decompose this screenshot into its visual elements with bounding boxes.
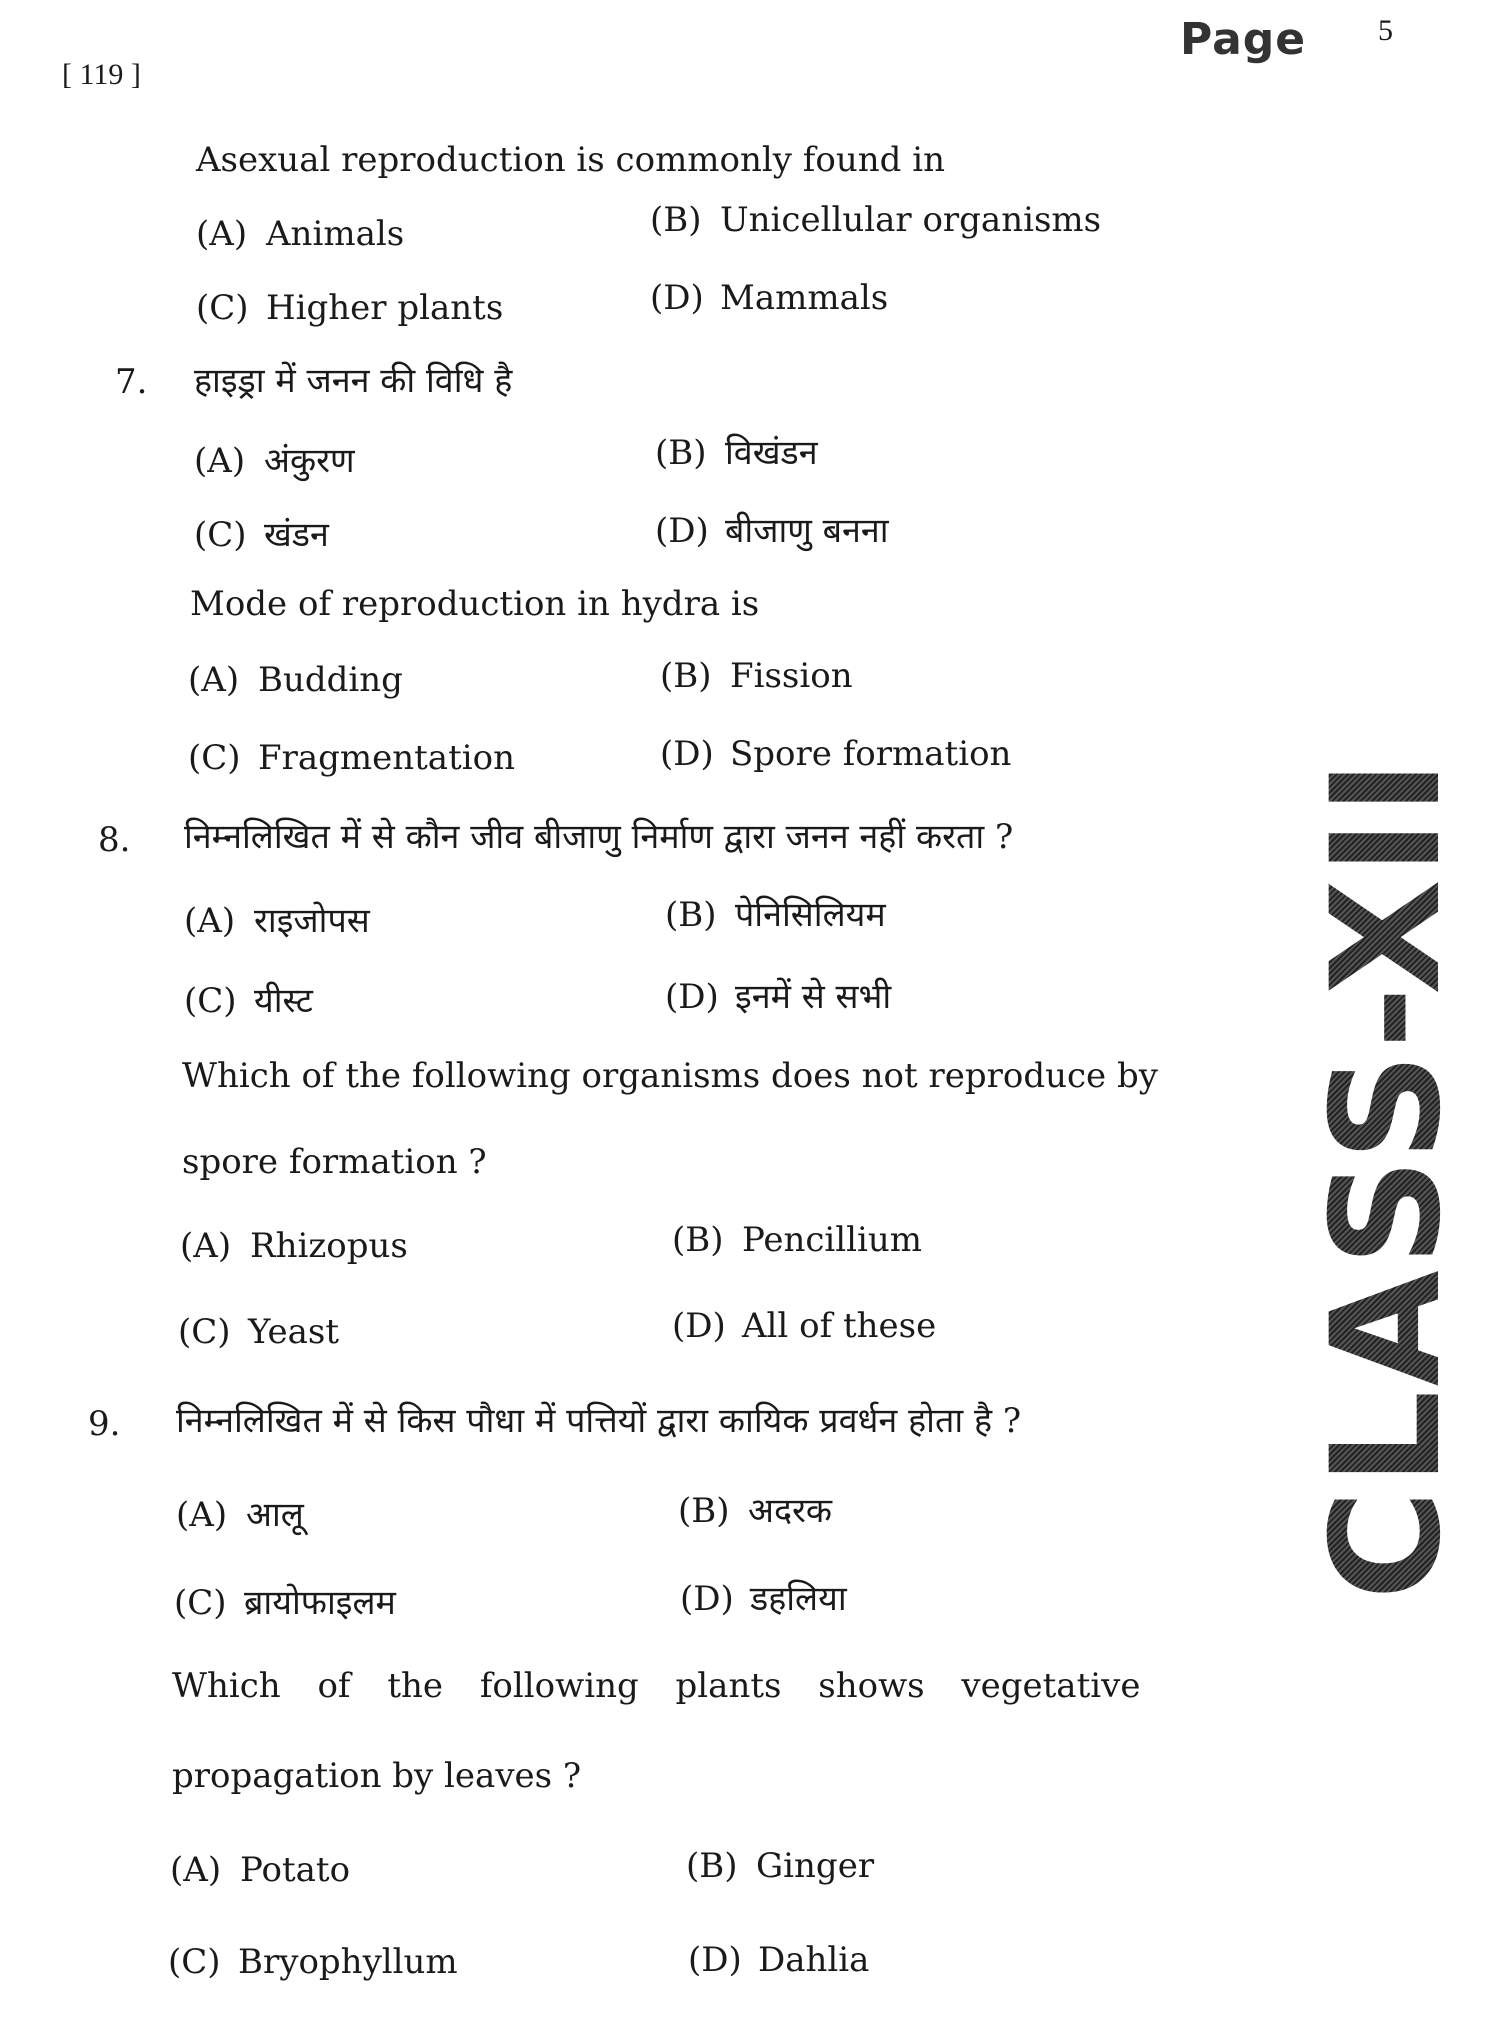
option-c: (C) ब्रायोफाइलम [174,1583,396,1623]
option-c: (C) Yeast [178,1312,339,1352]
option-a: (A) Rhizopus [180,1226,408,1266]
page-label: Page [1180,14,1307,65]
question-8-english-line1: Which of the following organisms does not reproduce by [182,1056,1158,1096]
question-9-english-line2: propagation by leaves ? [172,1756,582,1796]
option-c: (C) Higher plants [196,288,504,328]
option-c: (C) यीस्ट [184,981,313,1021]
question-number: 7. [115,362,148,402]
question-7-english: Mode of reproduction in hydra is [190,584,760,624]
question-9-hindi: निम्नलिखित में से किस पौधा में पत्तियों द्वारा कायिक प्रवर्धन होता है ? [176,1401,1022,1441]
option-c: (C) Fragmentation [188,738,515,778]
option-a: (A) आलू [176,1495,304,1535]
option-a: (A) Potato [170,1850,351,1890]
page-ref: [ 119 ] [62,58,141,91]
option-d: (D) Mammals [650,278,889,318]
option-d: (D) Spore formation [660,734,1012,774]
option-b: (B) Fission [660,656,853,696]
question-7-hindi: हाइड्रा में जनन की विधि है [194,361,513,401]
question-8-hindi: निम्नलिखित में से कौन जीव बीजाणु निर्माण द्वारा जनन नहीं करता ? [184,817,1014,857]
question-8-english-line2: spore formation ? [182,1142,487,1182]
option-a: (A) अंकुरण [194,441,355,481]
question-number: 8. [98,820,131,860]
option-d: (D) Dahlia [688,1940,870,1980]
class-sidebar-label: CLASS-XII [1300,755,1474,1600]
option-b: (B) Ginger [686,1846,875,1886]
option-d: (D) बीजाणु बनना [655,511,889,551]
option-a: (A) Animals [196,214,405,254]
question-6-english: Asexual reproduction is commonly found in [196,140,945,180]
option-b: (B) विखंडन [655,433,818,473]
option-b: (B) अदरक [678,1491,833,1531]
page-number: 5 [1378,14,1393,47]
option-c: (C) Bryophyllum [168,1942,458,1982]
option-c: (C) खंडन [194,515,329,555]
question-number: 9. [88,1404,121,1444]
option-a: (A) राइजोपस [184,901,370,941]
option-b: (B) Pencillium [672,1220,923,1260]
option-d: (D) इनमें से सभी [665,977,892,1017]
option-a: (A) Budding [188,660,403,700]
option-d: (D) डहलिया [680,1579,847,1619]
option-b: (B) पेनिसिलियम [665,895,886,935]
option-d: (D) All of these [672,1306,937,1346]
option-b: (B) Unicellular organisms [650,200,1102,240]
question-9-english-line1: Which of the following plants shows vegetative [172,1666,1141,1706]
